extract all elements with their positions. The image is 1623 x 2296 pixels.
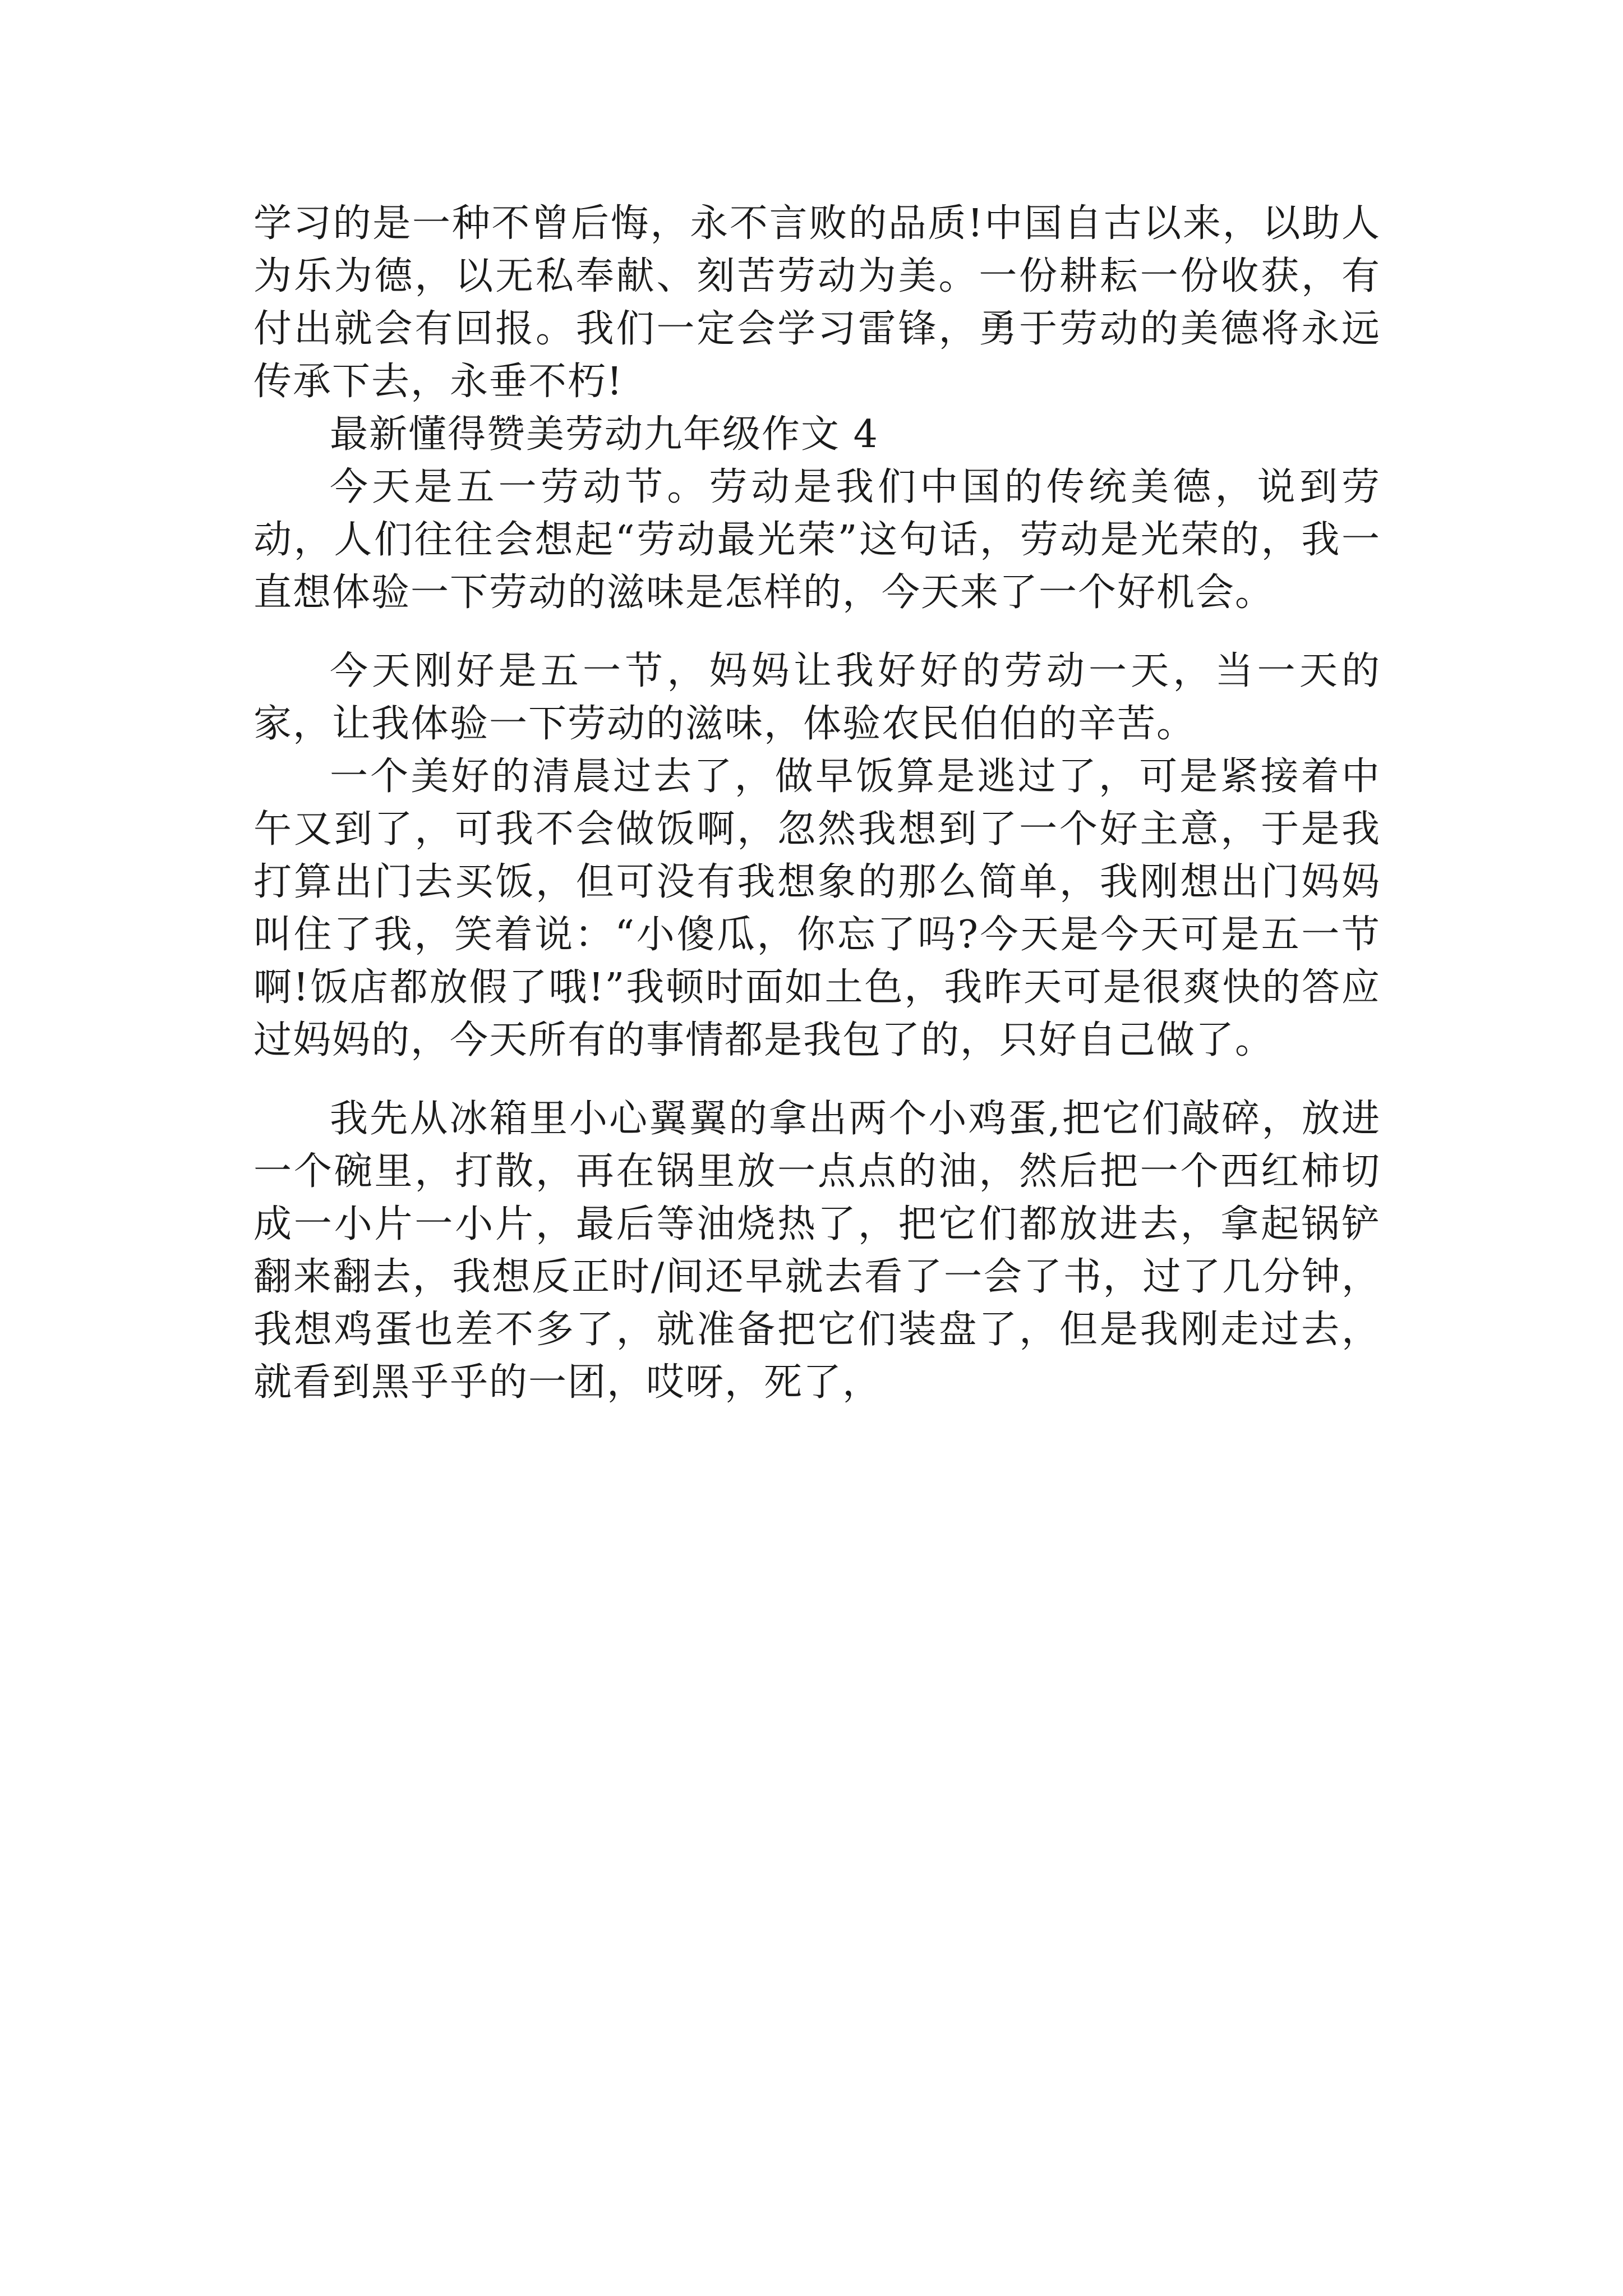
essay-heading: 最新懂得赞美劳动九年级作文 4 — [330, 412, 879, 457]
document-body — [253, 197, 1381, 1409]
body-paragraph-3: 一个美好的清晨过去了，做早饭算是逃过了，可是紧接着中午又到了，可我不会做饭啊，忽然我想到了一个好主意，于是我打算出门去买饭，但可没有我想象的那么简单，我刚想出门妈妈叫住了我，笑着说：“小傻瓜，你忘了吗?今天是今天可是五一节啊!饭店都放假了哦!”我顿时面如土色，我昨天可是很爽快的答应过妈妈的，今天所有的事情都是我包了的，只好自己做了。 — [253, 754, 1381, 1062]
body-paragraph-4: 我先从冰箱里小心翼翼的拿出两个小鸡蛋,把它们敲碎，放进一个碗里，打散，再在锅里放一点点的油，然后把一个西红柿切成一小片一小片，最后等油烧热了，把它们都放进去，拿起锅铲翻来翻去，我想反正时/间还早就去看了一会了书，过了几分钟，我想鸡蛋也差不多了，就准备把它们装盘了，但是我刚走过去，就看到黑乎乎的一团，哎呀，死了， — [253, 1097, 1381, 1405]
body-paragraph-1: 今天是五一劳动节。劳动是我们中国的传统美德，说到劳动，人们往往会想起“劳动最光荣”这句话，劳动是光荣的，我一直想体验一下劳动的滋味是怎样的，今天来了一个好机会。 — [253, 465, 1381, 615]
continuation-paragraph: 学习的是一种不曾后悔，永不言败的品质!中国自古以来，以助人为乐为德，以无私奉献、刻苦劳动为美。一份耕耘一份收获，有付出就会有回报。我们一定会学习雷锋，勇于劳动的美德将永远传承下去，永垂不朽! — [253, 201, 1381, 404]
body-paragraph-2: 今天刚好是五一节，妈妈让我好好的劳动一天，当一天的家，让我体验一下劳动的滋味，体验农民伯伯的辛苦。 — [253, 649, 1381, 746]
